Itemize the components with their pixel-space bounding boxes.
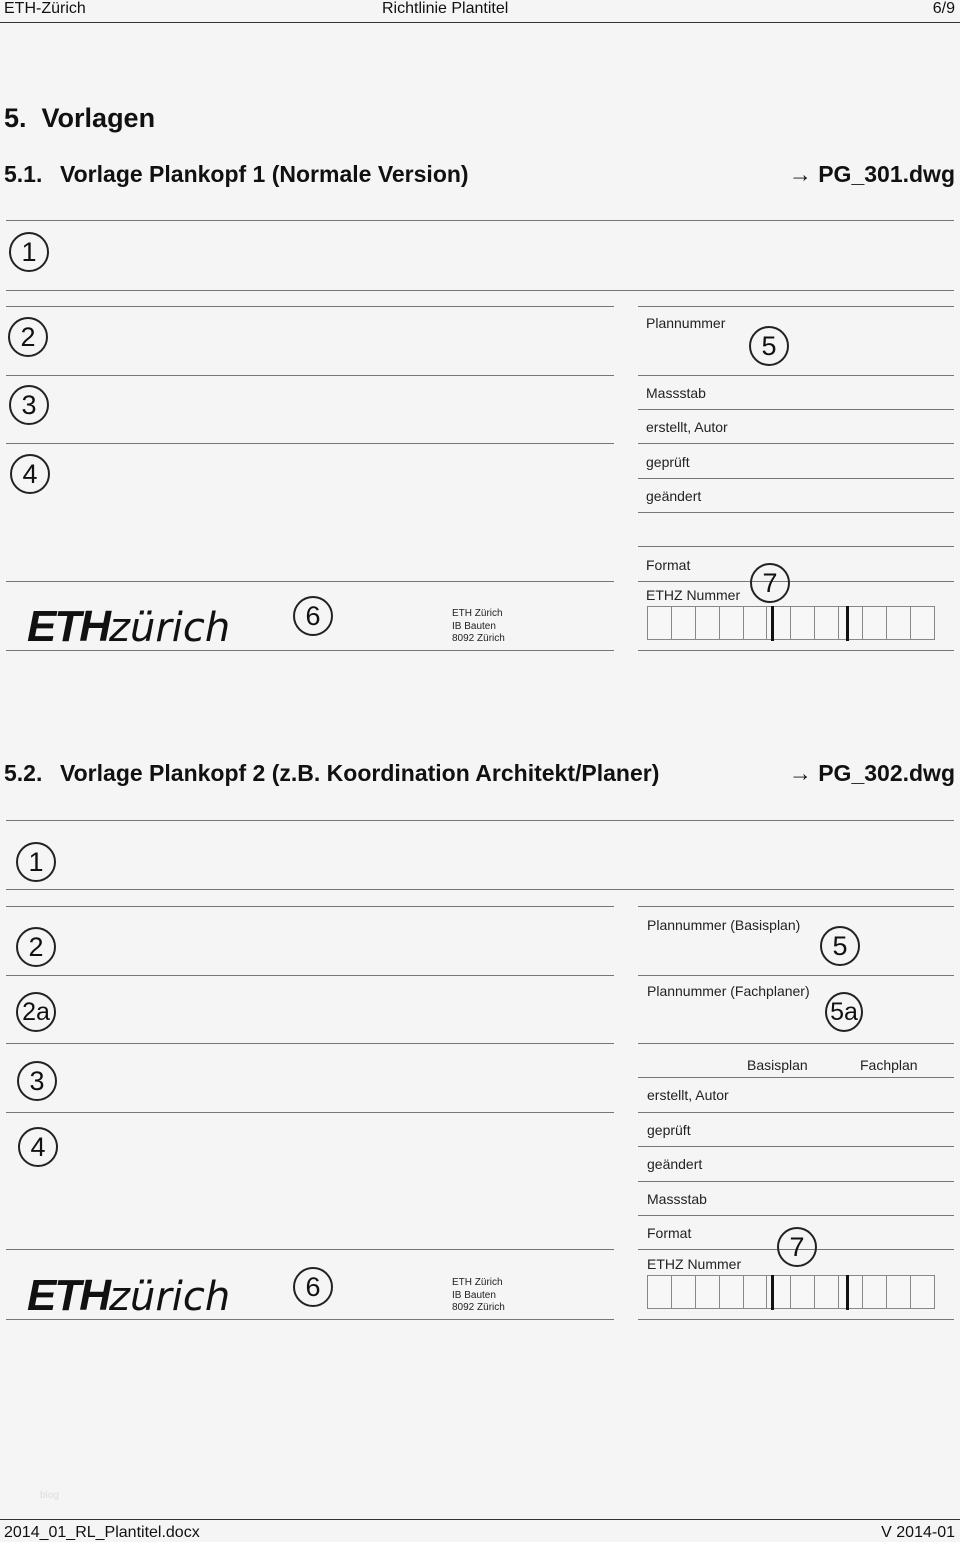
divider bbox=[6, 1043, 614, 1044]
number-cell bbox=[862, 1275, 887, 1309]
eth-zurich-logo bbox=[27, 1271, 231, 1320]
divider bbox=[6, 906, 614, 907]
divider bbox=[638, 443, 954, 444]
marker-4: 4 bbox=[18, 1127, 58, 1167]
marker-1: 1 bbox=[16, 842, 56, 882]
field-plannummer-fachplaner: Plannummer (Fachplaner) bbox=[647, 983, 810, 999]
number-cell bbox=[695, 1275, 720, 1309]
marker-3: 3 bbox=[9, 385, 49, 425]
subsection-2-title: Vorlage Plankopf 2 (z.B. Koordination Architekt/Planer) bbox=[60, 760, 660, 786]
field-massstab: Massstab bbox=[647, 1191, 707, 1207]
marker-4: 4 bbox=[10, 454, 50, 494]
divider bbox=[6, 375, 614, 376]
address-block bbox=[452, 608, 505, 646]
number-cell bbox=[790, 1275, 815, 1309]
number-cell bbox=[790, 606, 815, 640]
marker-6: 6 bbox=[293, 596, 333, 636]
number-cell bbox=[814, 1275, 839, 1309]
marker-5: 5 bbox=[820, 926, 860, 966]
logo-eth: ETH bbox=[27, 1271, 109, 1320]
header-rule bbox=[0, 22, 960, 23]
divider bbox=[638, 1146, 954, 1147]
footer-left: 2014_01_RL_Plantitel.docx bbox=[4, 1524, 200, 1541]
divider bbox=[6, 975, 614, 976]
address-block bbox=[452, 1277, 505, 1315]
marker-3: 3 bbox=[17, 1061, 57, 1101]
divider bbox=[6, 443, 614, 444]
logo-eth: ETH bbox=[27, 602, 109, 651]
number-cell bbox=[886, 606, 911, 640]
subsection-1-file: → PG_301.dwg bbox=[788, 161, 955, 187]
number-cell bbox=[719, 606, 744, 640]
ethz-number-grid bbox=[647, 606, 934, 640]
field-plannummer-basisplan: Plannummer (Basisplan) bbox=[647, 917, 801, 933]
field-ethz-nummer: ETHZ Nummer bbox=[647, 1256, 742, 1272]
divider bbox=[6, 306, 614, 307]
divider bbox=[638, 1112, 954, 1113]
number-cell bbox=[647, 606, 672, 640]
divider bbox=[6, 581, 614, 582]
number-cell bbox=[862, 606, 887, 640]
number-cell bbox=[910, 606, 935, 640]
field-massstab: Massstab bbox=[646, 385, 706, 401]
address-line: 8092 Zürich bbox=[452, 633, 505, 644]
ethz-number-grid bbox=[647, 1275, 934, 1309]
divider bbox=[638, 512, 954, 513]
group-separator bbox=[846, 606, 849, 641]
divider bbox=[638, 478, 954, 479]
divider bbox=[638, 1043, 954, 1044]
column-fachplan: Fachplan bbox=[860, 1057, 918, 1073]
watermark: blog bbox=[40, 1490, 59, 1501]
footer-right: V 2014-01 bbox=[881, 1524, 955, 1541]
address-line: ETH Zürich bbox=[452, 1277, 503, 1288]
subsection-1-title: Vorlage Plankopf 1 (Normale Version) bbox=[60, 161, 469, 187]
number-cell bbox=[671, 606, 696, 640]
divider bbox=[638, 306, 954, 307]
divider bbox=[638, 581, 954, 582]
number-cell bbox=[671, 1275, 696, 1309]
number-cell bbox=[838, 606, 863, 640]
group-separator bbox=[771, 606, 774, 641]
marker-6: 6 bbox=[293, 1267, 333, 1307]
address-line: ETH Zürich bbox=[452, 608, 503, 619]
logo-zurich: zürich bbox=[109, 605, 231, 651]
header-center: Richtlinie Plantitel bbox=[382, 0, 509, 17]
field-ethz-nummer: ETHZ Nummer bbox=[646, 587, 741, 603]
field-plannummer: Plannummer bbox=[646, 315, 726, 331]
header-right: 6/9 bbox=[932, 0, 955, 17]
section-title: 5. Vorlagen bbox=[4, 103, 156, 133]
marker-2a: 2a bbox=[16, 992, 56, 1032]
divider bbox=[6, 1112, 614, 1113]
number-cell bbox=[695, 606, 720, 640]
field-erstellt: erstellt, Autor bbox=[647, 1087, 729, 1103]
number-cell bbox=[647, 1275, 672, 1309]
divider bbox=[6, 220, 954, 221]
divider bbox=[638, 650, 954, 651]
marker-7: 7 bbox=[750, 563, 790, 603]
column-basisplan: Basisplan bbox=[747, 1057, 808, 1073]
number-cell bbox=[743, 1275, 768, 1309]
field-erstellt: erstellt, Autor bbox=[646, 419, 728, 435]
logo-zurich: zürich bbox=[109, 1274, 231, 1320]
divider bbox=[6, 889, 954, 890]
marker-2: 2 bbox=[16, 927, 56, 967]
divider bbox=[638, 546, 954, 547]
eth-zurich-logo bbox=[27, 602, 231, 651]
subsection-2-file: → PG_302.dwg bbox=[788, 760, 955, 786]
number-cell bbox=[743, 606, 768, 640]
divider bbox=[638, 906, 954, 907]
divider bbox=[6, 290, 954, 291]
divider bbox=[638, 375, 954, 376]
header-left: ETH-Zürich bbox=[4, 0, 86, 17]
field-geprueft: geprüft bbox=[647, 1122, 691, 1138]
divider bbox=[638, 1215, 954, 1216]
field-format: Format bbox=[647, 1225, 692, 1241]
group-separator bbox=[771, 1275, 774, 1310]
field-geaendert: geändert bbox=[646, 488, 702, 504]
marker-1: 1 bbox=[9, 232, 49, 272]
divider bbox=[6, 820, 954, 821]
field-geprueft: geprüft bbox=[646, 454, 690, 470]
divider bbox=[638, 1077, 954, 1078]
number-cell bbox=[910, 1275, 935, 1309]
divider bbox=[638, 409, 954, 410]
divider bbox=[6, 1249, 614, 1250]
group-separator bbox=[846, 1275, 849, 1310]
field-geaendert: geändert bbox=[647, 1156, 703, 1172]
marker-2: 2 bbox=[8, 317, 48, 357]
address-line: 8092 Zürich bbox=[452, 1302, 505, 1313]
field-format: Format bbox=[646, 557, 691, 573]
divider bbox=[638, 1181, 954, 1182]
number-cell bbox=[814, 606, 839, 640]
subsection-2-number: 5.2. bbox=[4, 760, 43, 786]
number-cell bbox=[838, 1275, 863, 1309]
marker-7: 7 bbox=[777, 1227, 817, 1267]
marker-5a: 5a bbox=[825, 992, 863, 1032]
subsection-1-number: 5.1. bbox=[4, 161, 43, 187]
divider bbox=[638, 1319, 954, 1320]
marker-5: 5 bbox=[749, 326, 789, 366]
divider bbox=[638, 975, 954, 976]
address-line: IB Bauten bbox=[452, 620, 496, 632]
number-cell bbox=[886, 1275, 911, 1309]
number-cell bbox=[719, 1275, 744, 1309]
address-line: IB Bauten bbox=[452, 1289, 496, 1301]
footer-rule bbox=[0, 1519, 960, 1520]
